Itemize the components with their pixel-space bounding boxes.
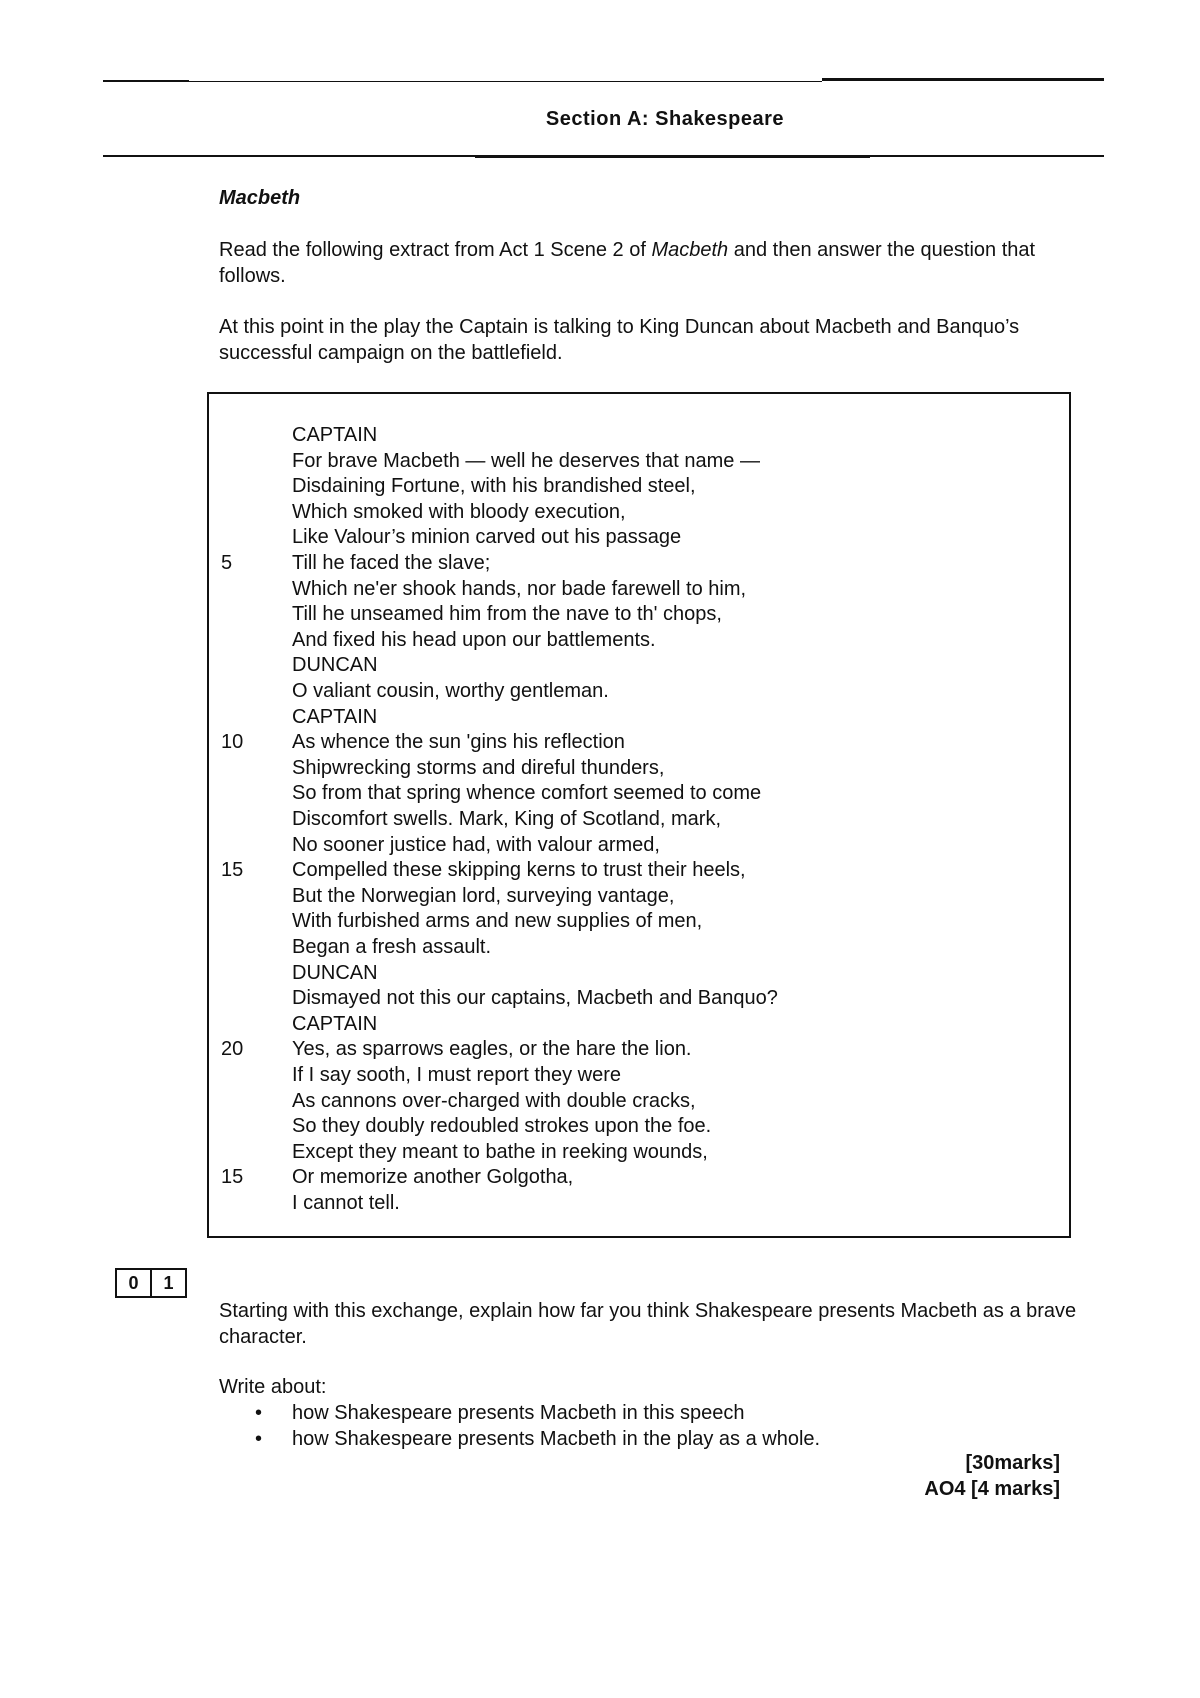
line-text: So from that spring whence comfort seemed to come bbox=[292, 782, 762, 805]
top-rule-right bbox=[822, 78, 1104, 81]
line-number: 5 bbox=[221, 552, 233, 574]
line-text: Like Valour’s minion carved out his passage bbox=[292, 526, 682, 549]
marks-total: [30marks] bbox=[965, 1452, 1060, 1474]
line-text: DUNCAN bbox=[292, 961, 378, 984]
line-text: CAPTAIN bbox=[292, 1012, 378, 1035]
line-text: Began a fresh assault. bbox=[292, 936, 492, 958]
line-text: I cannot tell. bbox=[292, 1192, 400, 1214]
extract-box bbox=[207, 392, 1071, 1238]
line-text: Till he faced the slave; bbox=[292, 552, 491, 574]
instruction-text bbox=[219, 237, 1079, 289]
line-text: As whence the sun 'gins his reflection bbox=[292, 731, 625, 754]
line-number: 20 bbox=[221, 1038, 244, 1061]
line-text: Which smoked with bloody execution, bbox=[292, 500, 626, 523]
line-text: CAPTAIN bbox=[292, 424, 378, 446]
bullet-list bbox=[255, 1400, 820, 1452]
ao4-marks: AO4 [4 marks] bbox=[924, 1478, 1060, 1500]
line-text: If I say sooth, I must report they were bbox=[292, 1064, 622, 1086]
question-number-digit: 0 bbox=[128, 1273, 139, 1293]
bullet-text: how Shakespeare presents Macbeth in this speech bbox=[292, 1402, 745, 1424]
line-text: CAPTAIN bbox=[292, 705, 378, 728]
bottom-rule-accent bbox=[475, 155, 870, 158]
line-number: 10 bbox=[221, 731, 244, 754]
line-text: So they doubly redoubled strokes upon the foe. bbox=[292, 1115, 712, 1138]
line-text: As cannons over-charged with double cracks, bbox=[292, 1089, 696, 1112]
line-number: 15 bbox=[221, 1166, 244, 1189]
list-item bbox=[255, 1400, 820, 1426]
bullet-text: how Shakespeare presents Macbeth in the play as a whole. bbox=[292, 1428, 821, 1450]
line-text: Yes, as sparrows eagles, or the hare the lion. bbox=[292, 1038, 692, 1061]
list-item bbox=[255, 1426, 820, 1452]
question-number-digit: 1 bbox=[150, 1270, 185, 1296]
line-text: But the Norwegian lord, surveying vantage, bbox=[292, 884, 675, 907]
line-text: Shipwrecking storms and direful thunders, bbox=[292, 756, 665, 779]
bullet-icon: • bbox=[255, 1428, 263, 1450]
bullet-icon: • bbox=[255, 1402, 263, 1424]
line-text: Dismayed not this our captains, Macbeth and Banquo? bbox=[292, 987, 778, 1010]
line-text: And fixed his head upon our battlements. bbox=[292, 628, 656, 651]
line-text: With furbished arms and new supplies of men, bbox=[292, 910, 703, 933]
line-number: 15 bbox=[221, 859, 244, 882]
line-text: Discomfort swells. Mark, King of Scotland, mark, bbox=[292, 808, 722, 830]
instruction-before: Read the following extract from Act 1 Scene 2 of bbox=[219, 239, 652, 261]
write-about-label: Write about: bbox=[219, 1376, 327, 1398]
line-text: Compelled these skipping kerns to trust their heels, bbox=[292, 859, 746, 882]
instruction-after: and then answer the question that follows. bbox=[219, 239, 1036, 287]
play-title: Macbeth bbox=[219, 187, 301, 209]
line-text: For brave Macbeth — well he deserves that name — bbox=[292, 449, 760, 472]
line-text: DUNCAN bbox=[292, 654, 378, 677]
instruction-play-title: Macbeth bbox=[651, 239, 729, 261]
line-text: Which ne'er shook hands, nor bade farewell to him, bbox=[292, 577, 747, 600]
line-text: Disdaining Fortune, with his brandished steel, bbox=[292, 475, 696, 498]
line-text: No sooner justice had, with valour armed, bbox=[292, 833, 660, 856]
line-text: Till he unseamed him from the nave to th' chops, bbox=[292, 603, 722, 626]
top-rule-middle bbox=[189, 81, 822, 82]
top-rule-left bbox=[103, 80, 189, 82]
question-prompt: Starting with this exchange, explain how far you think Shakespeare presents Macbeth as a brave character. bbox=[219, 1300, 1077, 1348]
question-number bbox=[115, 1268, 187, 1298]
context-text: At this point in the play the Captain is talking to King Duncan about Macbeth and Banquo’s successful campaign on the battlefield. bbox=[219, 316, 1020, 364]
line-text: Or memorize another Golgotha, bbox=[292, 1166, 574, 1189]
line-text: Except they meant to bathe in reeking wounds, bbox=[292, 1140, 708, 1163]
section-title: Section A: Shakespeare bbox=[545, 108, 785, 130]
line-text: O valiant cousin, worthy gentleman. bbox=[292, 680, 609, 702]
